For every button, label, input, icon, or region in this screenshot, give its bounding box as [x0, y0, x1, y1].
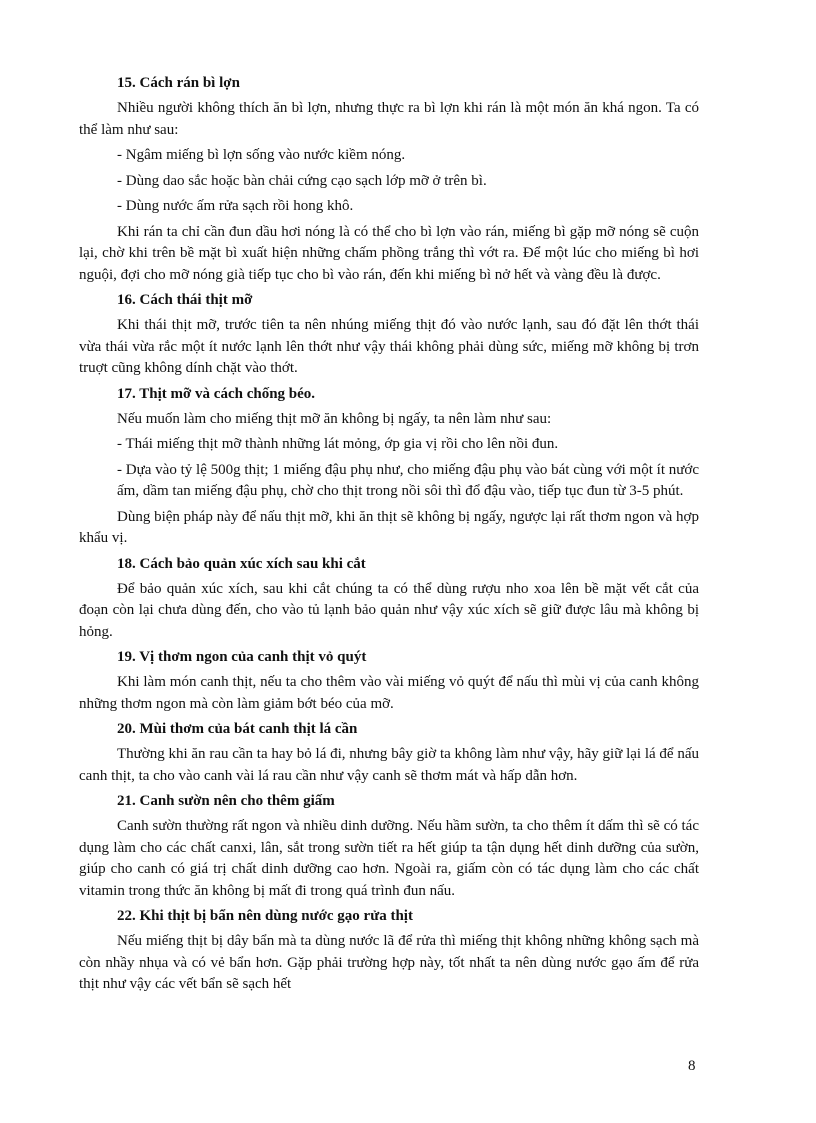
list-item: - Dùng dao sắc hoặc bàn chải cứng cạo sạch lớp mỡ ở trên bì.	[117, 172, 487, 189]
section	[79, 73, 699, 286]
list-item: - Dựa vào tỷ lệ 500g thịt; 1 miếng đậu phụ như, cho miếng đậu phụ vào bát cùng với một ít nước ấm, dầm tan miếng đậu phụ, chờ cho thịt trong nồi sôi thì đổ đậu vào, tiếp tục đun từ 3-5 phút.	[117, 461, 699, 499]
paragraph: Khi rán ta chỉ cần đun dầu hơi nóng là có thể cho bì lợn vào rán, miếng bì gặp mỡ nóng sẽ cuộn lại, chờ khi trên bề mặt bì xuất hiện những chấm phồng trắng thì vớt ra. Để một lúc cho miếng bì hơi nguội, đợi cho mỡ nóng già tiếp tục cho bì vào rán, đến khi miếng bì nở hết và vàng đều là được.	[79, 223, 699, 283]
section-heading: 22. Khi thịt bị bẩn nên dùng nước gạo rửa thịt	[117, 908, 413, 924]
section	[79, 554, 699, 644]
list-item: - Thái miếng thịt mỡ thành những lát mỏng, ớp gia vị rồi cho lên nồi đun.	[117, 436, 559, 452]
section-heading: 21. Canh sườn nên cho thêm giấm	[117, 793, 335, 809]
paragraph: Dùng biện pháp này để nấu thịt mỡ, khi ăn thịt sẽ không bị ngấy, ngược lại rất thơm ngon và hợp khẩu vị.	[79, 508, 699, 546]
paragraph: Để bảo quản xúc xích, sau khi cắt chúng ta có thể dùng rượu nho xoa lên bề mặt vết cắt của đoạn còn lại chưa dùng đến, cho vào tủ lạnh bảo quản như vậy xúc xích sẽ giữ được lâu mà không bị hỏng.	[79, 580, 699, 640]
paragraph: Thường khi ăn rau cần ta hay bỏ lá đi, nhưng bây giờ ta không làm như vậy, hãy giữ lại lá để nấu canh thịt, ta cho vào canh vài lá rau cần như vậy canh sẽ thơm mát và hấp dẫn hơn.	[79, 746, 699, 784]
section-heading: 16. Cách thái thịt mỡ	[117, 292, 253, 308]
section-heading: 20. Mùi thơm của bát canh thịt lá cần	[117, 721, 358, 737]
section-heading: 17. Thịt mỡ và cách chống béo.	[117, 385, 316, 402]
paragraph: Nếu miếng thịt bị dây bẩn mà ta dùng nước lã để rửa thì miếng thịt không những không sạch mà còn nhầy nhụa và có vẻ bẩn hơn. Gặp phải trường hợp này, tốt nhất ta nên dùng nước gạo ấm để rửa thịt như vậy các vết bẩn sẽ sạch hết	[79, 933, 699, 992]
paragraph: Khi thái thịt mỡ, trước tiên ta nên nhúng miếng thịt đó vào nước lạnh, sau đó đặt lên thớt thái vừa thái vừa rắc một ít nước lạnh lên thớt như vậy thái không phải dùng sức, miếng mỡ không bị trơn truợt cũng không dính chặt vào thớt.	[79, 317, 699, 376]
section	[79, 906, 699, 996]
paragraph: Canh sườn thường rất ngon và nhiều dinh dưỡng. Nếu hầm sườn, ta cho thêm ít dấm thì sẽ có tác dụng làm cho các chất canxi, lân, sắt trong sườn tiết ra hết giúp ta tận dụng hết dinh dưỡng của sườn, giúp cho canh có giá trị chất dinh dưỡng cao hơn. Ngoài ra, giấm còn có tác dụng làm cho các chất vitamin trong thức ăn không bị mất đi trong quá trình đun nấu.	[79, 818, 699, 899]
section	[79, 791, 699, 902]
section	[79, 290, 699, 380]
section-heading: 19. Vị thơm ngon của canh thịt vỏ quýt	[117, 649, 367, 665]
document-body	[79, 70, 699, 1000]
paragraph: Nếu muốn làm cho miếng thịt mỡ ăn không bị ngấy, ta nên làm như sau:	[117, 410, 552, 427]
section-heading: 15. Cách rán bì lợn	[117, 75, 240, 91]
section	[79, 719, 699, 787]
section	[79, 384, 699, 550]
paragraph: Khi làm món canh thịt, nếu ta cho thêm vào vài miếng vỏ quýt để nấu thì mùi vị của canh không những thơm ngon mà còn làm giảm bớt béo của mỡ.	[79, 674, 699, 712]
page-number: 8	[688, 1058, 696, 1074]
section	[79, 647, 699, 715]
section-heading: 18. Cách bảo quản xúc xích sau khi cắt	[117, 555, 366, 572]
list-item: - Dùng nước ấm rửa sạch rồi hong khô.	[117, 198, 354, 214]
list-item: - Ngâm miếng bì lợn sống vào nước kiềm nóng.	[117, 147, 406, 163]
paragraph: Nhiều người không thích ăn bì lợn, nhưng thực ra bì lợn khi rán là một món ăn khá ngon. Ta có thể làm như sau:	[79, 100, 699, 138]
